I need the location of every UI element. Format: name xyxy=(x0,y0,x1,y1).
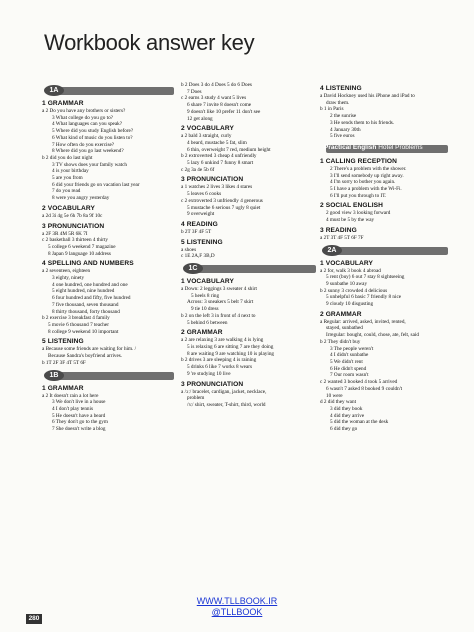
section-heading-3-pronunciation: 3 PRONUNCIATION xyxy=(181,380,244,388)
answer-line: b 2 sunny 3 crowded 4 delicious xyxy=(320,287,388,294)
answer-line: 4 one hundred, one hundred and one xyxy=(52,281,128,288)
answer-line: b 2 exercise 3 breakfast 4 family xyxy=(42,315,110,322)
answer-line: b 2 Does 3 do 4 Does 5 do 6 Does xyxy=(181,82,252,88)
answer-line: /ɜː/ shirt, sweater, T-shirt, third, world xyxy=(187,401,266,408)
answer-line: 8 were you angry yesterday xyxy=(52,195,110,202)
answer-line: Because Sandra's boyfriend arrives. xyxy=(48,353,123,360)
answer-line: 9 cloudy 10 disgusting xyxy=(326,301,374,308)
section-heading-2-vocabulary: 2 VOCABULARY xyxy=(181,125,234,133)
answer-line: 2 good view 3 looking forward xyxy=(326,210,391,217)
answer-line: 10 were xyxy=(326,392,343,399)
answer-line: Irregular: bought, could, chose, ate, felt, said xyxy=(326,332,419,339)
answer-line: c 2g 3a 4e 5b 6f xyxy=(181,166,215,173)
lesson-number-badge: 1A xyxy=(44,85,64,96)
answer-line: b 1T 2F 3F 4T 5T 6F xyxy=(42,359,86,366)
banner-label: Practical English xyxy=(324,143,377,151)
answer-line: a 2 for, walk 3 book 4 abroad xyxy=(320,267,381,274)
answer-line: d 2 did they want xyxy=(320,399,357,406)
section-heading-1-vocabulary: 1 VOCABULARY xyxy=(320,259,373,267)
answer-line: 3 I'll send somebody up right away. xyxy=(330,172,404,179)
page-number: 280 xyxy=(26,614,42,624)
answer-line: a shoes xyxy=(181,246,197,253)
answer-line: 6 thin, overweight 7 red, medium height xyxy=(187,146,271,153)
answer-line: 5 did the woman at the desk xyxy=(330,419,389,426)
answer-line: 5 Where did you study English before? xyxy=(52,128,134,135)
answer-line: 4 did they arrive xyxy=(330,412,365,419)
footer-channel-link[interactable]: @TLLBOOK xyxy=(211,607,263,617)
answer-line: b 2T 3F 4F 5T xyxy=(181,228,212,235)
answer-line: 5 movie 6 thousand 7 teacher xyxy=(48,321,109,328)
answer-line: a /ɔː/ bracelet, cardigan, jacket, necklace, xyxy=(181,388,267,395)
banner-bar xyxy=(326,247,448,255)
section-heading-1-calling-reception: 1 CALLING RECEPTION xyxy=(320,157,398,165)
section-heading-2-vocabulary: 2 VOCABULARY xyxy=(42,204,95,212)
answer-line: 5 leaves 6 cooks xyxy=(187,191,222,198)
answer-line: 9 doesn't like 10 prefer 11 don't see xyxy=(187,108,261,115)
section-heading-2-social-english: 2 SOCIAL ENGLISH xyxy=(320,202,384,210)
answer-line: 3 What college do you go to? xyxy=(52,114,113,121)
answer-line: b 2 drives 3 are sleeping 4 is raining xyxy=(181,357,257,364)
answer-line: 5 eight hundred, nine hundred xyxy=(52,288,115,295)
answer-line: b 2 extroverted 3 cheap 4 unfriendly xyxy=(181,153,257,160)
answer-line: 6 I'll put you through to IT. xyxy=(330,192,387,199)
answer-line: 5 lazy 6 unkind 7 funny 8 smart xyxy=(187,160,254,167)
answer-line: a Regular: arrived, asked, invited, rented, xyxy=(320,318,406,325)
answer-line: a 2 are relaxing 3 are walking 4 is lying xyxy=(181,337,264,344)
answer-line: Across: 3 sneakers 5 belt 7 skirt xyxy=(187,299,254,306)
answer-line: 3 He sends them to his friends. xyxy=(330,119,395,126)
section-heading-4-listening: 4 LISTENING xyxy=(320,85,362,92)
answer-line: 6 They don't go to the gym xyxy=(52,419,108,426)
lesson-banner xyxy=(320,143,448,154)
answer-line: a 2T 3T 4F 5T 6F 7F xyxy=(320,234,364,241)
answer-line: draw them. xyxy=(326,99,350,106)
column-left xyxy=(42,82,174,433)
answer-line: 9 overweight xyxy=(187,211,215,218)
answer-line: c 1E 2A,F 3B,D xyxy=(181,253,215,260)
lesson-number-badge: 1B xyxy=(44,370,64,381)
answer-line: 4 is your birthday xyxy=(52,168,89,175)
answer-line: 6 What kind of music do you listen to? xyxy=(52,134,133,141)
answer-line: 7 She doesn't write a blog xyxy=(52,426,106,433)
lesson-banner xyxy=(42,85,174,96)
answer-line: a 2 bald 3 straight, curly xyxy=(181,133,232,140)
answer-line: 9 tie 10 dress xyxy=(191,306,219,313)
answer-line: c 2 earns 3 study 4 want 5 lives xyxy=(181,95,247,102)
answer-line: 5 college 6 weekend 7 magazine xyxy=(48,243,116,250)
section-heading-1-grammar: 1 GRAMMAR xyxy=(42,100,84,107)
answer-line: 3 The people weren't xyxy=(330,345,374,352)
answer-line: c 2 basketball 3 thirteen 4 thirty xyxy=(42,237,108,244)
answer-line: a 2 Do you have any brothers or sisters? xyxy=(42,108,126,114)
answer-line: 2 the sunrise xyxy=(330,113,357,120)
answer-line: 8 thirty thousand, forty thousand xyxy=(52,308,120,315)
answer-line: c 2 wanted 3 booked 4 took 5 arrived xyxy=(320,379,398,386)
answer-line: 5 We didn't rent xyxy=(330,358,363,365)
answer-line: 5 drinks 6 like 7 works 8 wears xyxy=(187,364,252,371)
section-heading-3-reading: 3 READING xyxy=(320,226,357,234)
section-heading-2-grammar: 2 GRAMMAR xyxy=(181,329,223,337)
answer-line: b 1 in Paris xyxy=(320,106,344,113)
answer-line: 4 I'm sorry to bother you again. xyxy=(330,179,396,186)
answer-line: b 2 They didn't buy xyxy=(320,338,361,345)
answer-line: b 2 on the left 3 in front of 4 next to xyxy=(181,312,256,319)
banner-bar xyxy=(187,265,316,273)
answer-line: 4 I didn't sunbathe xyxy=(330,352,369,359)
section-heading-5-listening: 5 LISTENING xyxy=(42,338,84,346)
section-heading-3-pronunciation: 3 PRONUNCIATION xyxy=(42,222,105,230)
answer-line: 4 January 30th xyxy=(330,126,361,133)
answer-line: a 2d 3i 4g 5e 6h 7b 8a 9f 10c xyxy=(42,212,103,219)
banner-bar xyxy=(48,372,174,380)
answer-line: 5 are you from xyxy=(52,175,83,182)
answer-line: a 2 It doesn't rain a lot here xyxy=(42,392,99,399)
answer-line: 8 Where did you go last weekend? xyxy=(52,148,124,155)
answer-line: 4 What languages can you speak? xyxy=(52,121,123,128)
answer-line: c 2 extroverted 3 unfriendly 4 generous xyxy=(181,197,263,204)
answer-line: 4 beard, mustache 5 fat, slim xyxy=(187,139,247,146)
answer-line: a 2 seventeen, eighteen xyxy=(42,268,91,275)
column-middle xyxy=(181,82,316,409)
answer-line: 8 Japan 9 language 10 address xyxy=(48,250,111,257)
answer-line: 4 must be 5 by the way xyxy=(326,217,375,224)
banner-sublabel: Hotel Problems xyxy=(378,143,423,151)
section-heading-1-grammar: 1 GRAMMAR xyxy=(42,384,84,392)
answer-line: 6 He didn't spend xyxy=(330,365,367,372)
answer-line: a 1 watches 2 lives 3 likes 4 stares xyxy=(181,184,253,191)
lesson-number-badge: 1C xyxy=(183,263,203,274)
answer-line: 7 do you read xyxy=(52,188,81,195)
answer-line: a Because some friends are waiting for him. / xyxy=(42,346,137,353)
answer-line: a 2F 3R 4M 5R 6K 7I xyxy=(42,230,88,237)
answer-line: 6 did they go xyxy=(330,426,358,433)
lesson-banner xyxy=(320,245,448,256)
answer-line: 5 behind 6 between xyxy=(187,319,228,326)
answer-line: 9 're studying 10 live xyxy=(187,370,231,377)
answer-line: 5 mustache 6 serious 7 ugly 8 quiet xyxy=(187,204,261,211)
answer-line: stayed, sunbathed xyxy=(326,325,363,332)
answer-line: 5 He doesn't have a beard xyxy=(52,412,106,419)
lesson-banner xyxy=(181,263,316,274)
answer-line: 6 share 7 invite 8 doesn't come xyxy=(187,102,252,109)
answer-line: 6 wasn't 7 asked 8 booked 9 couldn't xyxy=(326,385,403,392)
footer-website-link[interactable]: WWW.TLLBOOK.IR xyxy=(196,596,278,606)
page-title: Workbook answer key xyxy=(44,30,255,55)
answer-line: 8 college 9 weekend 10 important xyxy=(48,328,119,335)
section-heading-2-grammar: 2 GRAMMAR xyxy=(320,310,362,318)
answer-line: 5 I have a problem with the Wi-Fi. xyxy=(330,186,402,193)
answer-line: a David Hockney used his iPhone and iPad to xyxy=(320,93,415,99)
answer-line: 5 five euros xyxy=(330,133,355,140)
answer-line: 7 Does xyxy=(187,88,202,95)
answer-line: 3 did they book xyxy=(330,405,363,412)
answer-line: 5 rent (buy) 6 out 7 stay 8 sightseeing xyxy=(326,274,405,281)
answer-line: 3 eighty, ninety xyxy=(52,275,85,282)
section-heading-5-listening: 5 LISTENING xyxy=(181,238,223,246)
lesson-banner xyxy=(42,370,174,381)
answer-line: 7 Our room wasn't xyxy=(330,372,369,379)
answer-line: 7 five thousand, seven thousand xyxy=(52,301,119,308)
answer-line: 8 are waiting 9 are watching 10 is playing xyxy=(187,350,275,357)
lesson-number-badge: 2A xyxy=(322,245,342,256)
answer-line: 9 sunbathe 10 away xyxy=(326,280,368,287)
section-heading-3-pronunciation: 3 PRONUNCIATION xyxy=(181,176,244,184)
answer-line: b 2 did you do last night xyxy=(42,154,93,161)
answer-line: 2 There's a problem with the shower. xyxy=(330,165,407,172)
answer-line: a Down: 2 leggings 3 sweater 4 shirt xyxy=(181,286,257,293)
practical-english-label xyxy=(324,144,423,152)
answer-line: 3 TV shows does your family watch xyxy=(52,161,128,168)
answer-line: 3 We don't live in a house xyxy=(52,399,106,406)
section-heading-1-vocabulary: 1 VOCABULARY xyxy=(181,278,234,286)
answer-line: 4 I don't play tennis xyxy=(52,405,93,412)
answer-line: 12 get along xyxy=(187,115,213,122)
column-right xyxy=(320,82,448,433)
answer-line: 6 did your friends go on vacation last year xyxy=(52,181,140,188)
banner-bar xyxy=(48,87,174,95)
answer-line: 7 How often do you exercise? xyxy=(52,141,115,148)
section-heading-4-spelling-and-numbers: 4 SPELLING AND NUMBERS xyxy=(42,260,134,268)
answer-line: 5 unhelpful 6 basic 7 friendly 8 nice xyxy=(326,294,402,301)
answer-line: 5 is relaxing 6 are sitting 7 are they doing xyxy=(187,343,274,350)
answer-line: 5 heels 8 ring xyxy=(191,292,220,299)
answer-line: problem xyxy=(187,395,205,402)
section-heading-4-reading: 4 READING xyxy=(181,220,218,228)
answer-line: 6 four hundred and fifty, five hundred xyxy=(52,295,131,302)
